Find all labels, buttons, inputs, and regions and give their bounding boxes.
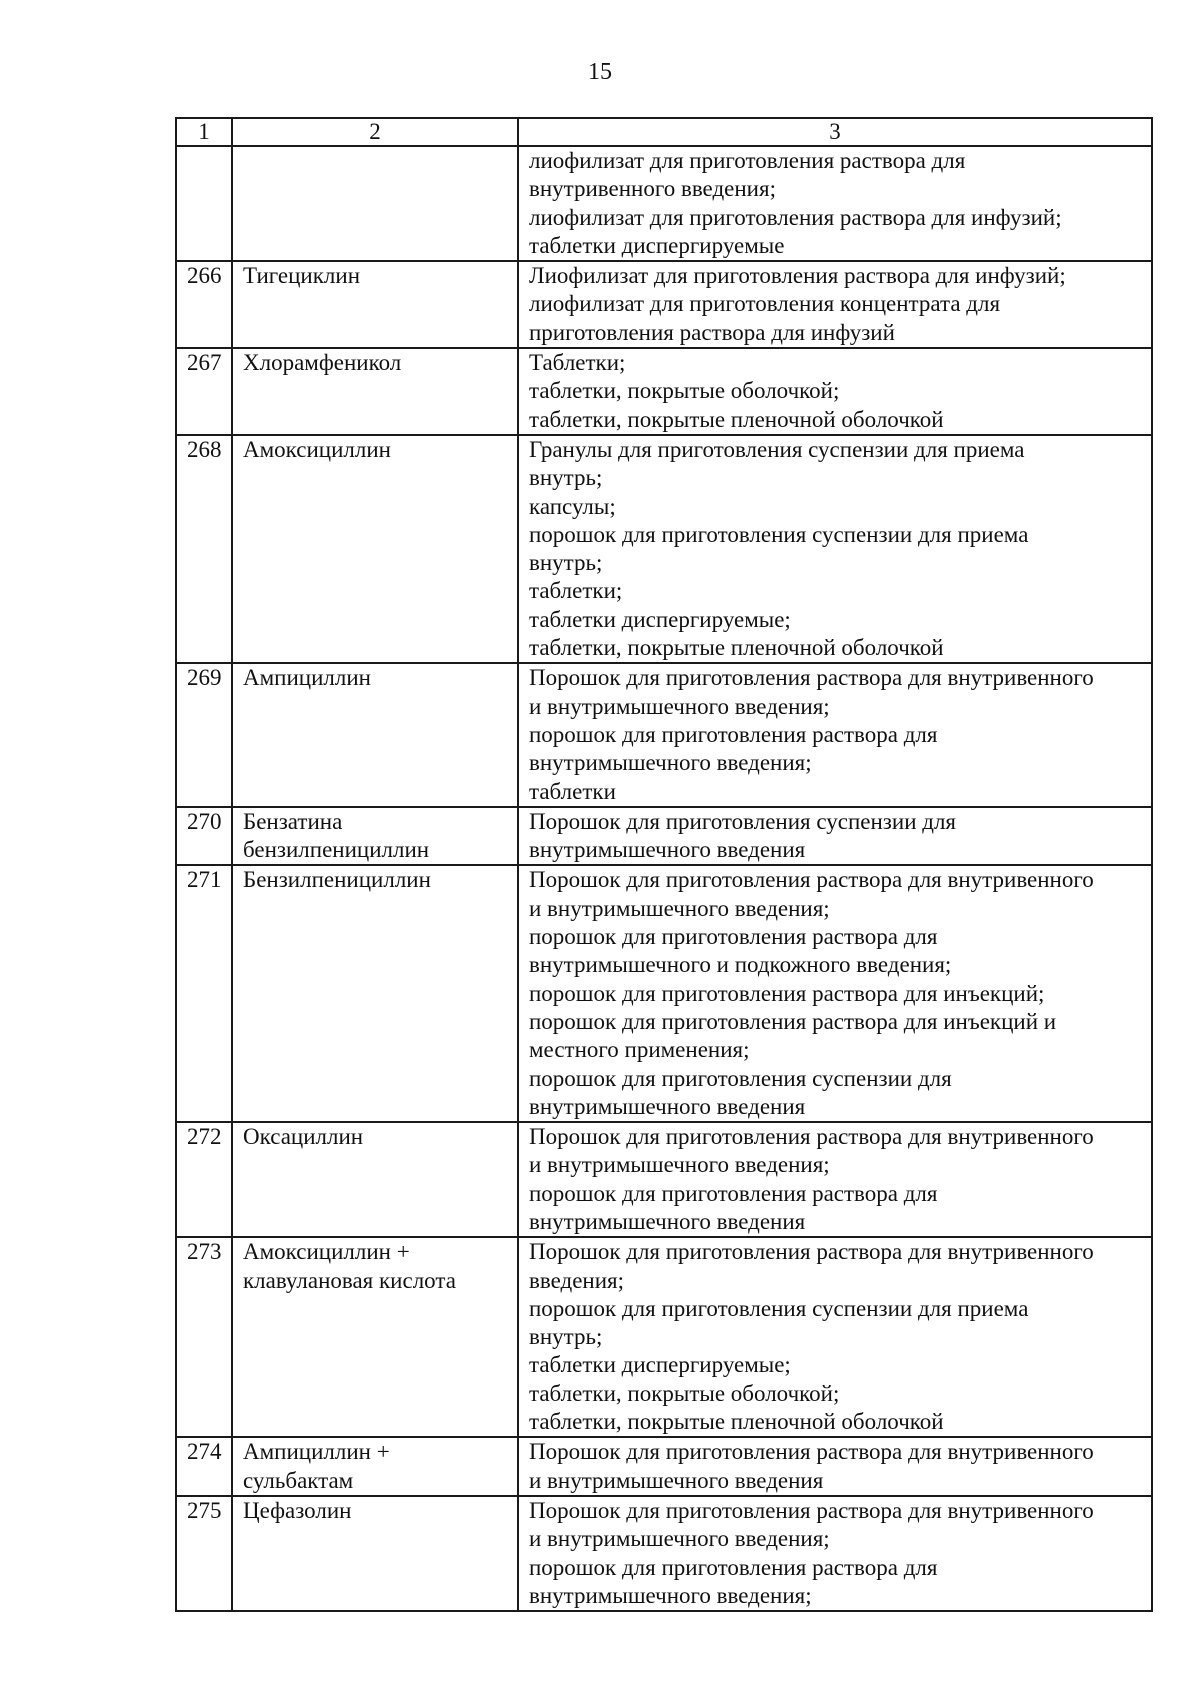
dosage-form-line: порошок для приготовления раствора для [529, 1180, 938, 1206]
table-row [176, 1237, 1152, 1437]
row-number-cell: 266 [176, 261, 232, 348]
table-row [176, 261, 1152, 348]
dosage-form-line: таблетки [529, 778, 616, 804]
dosage-forms-cell [518, 1496, 1152, 1611]
dosage-forms-cell [518, 146, 1152, 261]
dosage-form-line: местного применения; [529, 1037, 750, 1063]
dosage-form-line: и внутримышечного введения; [529, 895, 830, 921]
dosage-form-line: порошок для приготовления суспензии для [529, 1065, 952, 1091]
row-number-cell [176, 146, 232, 261]
dosage-form-line: лиофилизат для приготовления раствора для инфузий; [529, 204, 1062, 230]
dosage-form-line: и внутримышечного введения; [529, 693, 830, 719]
table-row [176, 1122, 1152, 1237]
drug-name-cell [232, 261, 518, 348]
drug-name-line: сульбактам [243, 1467, 354, 1493]
dosage-form-line: порошок для приготовления раствора для [529, 721, 938, 747]
dosage-form-line: таблетки, покрытые оболочкой; [529, 1380, 840, 1406]
table-row [176, 1496, 1152, 1611]
dosage-form-line: внутривенного введения; [529, 176, 776, 202]
dosage-forms-cell [518, 865, 1152, 1122]
dosage-form-line: таблетки диспергируемые [529, 232, 785, 258]
drug-name-line: клавулановая кислота [243, 1267, 456, 1293]
drug-name-line: бензилпенициллин [243, 837, 430, 863]
drug-name-line: Тигециклин [243, 263, 361, 289]
row-number-cell: 268 [176, 435, 232, 663]
dosage-form-line: капсулы; [529, 493, 616, 519]
table-row [176, 435, 1152, 663]
dosage-forms-cell [518, 663, 1152, 806]
drug-name-cell [232, 663, 518, 806]
row-number-cell: 267 [176, 348, 232, 435]
dosage-forms-cell [518, 348, 1152, 435]
dosage-forms-cell [518, 807, 1152, 866]
dosage-form-line: внутрь; [529, 550, 603, 576]
drug-name-line: Оксациллин [243, 1124, 364, 1150]
dosage-form-line: приготовления раствора для инфузий [529, 319, 895, 345]
drug-name-cell [232, 1237, 518, 1437]
drug-name-line: Амоксициллин + [243, 1239, 410, 1265]
dosage-form-line: таблетки, покрытые оболочкой; [529, 378, 840, 404]
drug-name-cell [232, 1437, 518, 1496]
drug-name-line: Бензатина [243, 808, 343, 834]
dosage-form-line: Гранулы для приготовления суспензии для приема [529, 436, 1025, 462]
row-number-cell: 272 [176, 1122, 232, 1237]
column-header-1: 1 [176, 118, 232, 146]
dosage-form-line: порошок для приготовления раствора для [529, 1554, 938, 1580]
dosage-form-line: внутримышечного введения [529, 1093, 806, 1119]
drug-name-line: Ампициллин [243, 665, 371, 691]
dosage-forms-cell [518, 261, 1152, 348]
drug-name-line: Амоксициллин [243, 436, 391, 462]
dosage-form-line: порошок для приготовления суспензии для приема [529, 521, 1029, 547]
table-row [176, 1437, 1152, 1496]
dosage-forms-cell [518, 1237, 1152, 1437]
dosage-form-line: внутрь; [529, 1324, 603, 1350]
dosage-form-line: порошок для приготовления раствора для инъекций; [529, 980, 1045, 1006]
dosage-forms-cell [518, 1437, 1152, 1496]
row-number-cell: 271 [176, 865, 232, 1122]
drug-name-cell [232, 435, 518, 663]
dosage-form-line: лиофилизат для приготовления концентрата для [529, 291, 1001, 317]
dosage-form-line: таблетки диспергируемые; [529, 1352, 791, 1378]
dosage-form-line: Таблетки; [529, 350, 626, 376]
table-row [176, 807, 1152, 866]
table-body [176, 146, 1152, 1611]
drug-name-cell [232, 865, 518, 1122]
dosage-form-line: Лиофилизат для приготовления раствора для инфузий; [529, 263, 1066, 289]
dosage-form-line: внутримышечного введения; [529, 750, 812, 776]
dosage-form-line: внутримышечного введения; [529, 1582, 812, 1608]
column-header-3: 3 [518, 118, 1152, 146]
table-row [176, 348, 1152, 435]
dosage-forms-cell [518, 435, 1152, 663]
drug-name-line: Бензилпенициллин [243, 867, 431, 893]
row-number-cell: 270 [176, 807, 232, 866]
row-number-cell: 274 [176, 1437, 232, 1496]
dosage-form-line: Порошок для приготовления суспензии для [529, 808, 957, 834]
dosage-form-line: и внутримышечного введения [529, 1467, 824, 1493]
drug-name-cell [232, 348, 518, 435]
dosage-form-line: таблетки диспергируемые; [529, 606, 791, 632]
dosage-forms-cell [518, 1122, 1152, 1237]
dosage-form-line: и внутримышечного введения; [529, 1152, 830, 1178]
dosage-form-line: Порошок для приготовления раствора для внутривенного [529, 665, 1094, 691]
dosage-form-line: лиофилизат для приготовления раствора для [529, 148, 966, 173]
medications-table [175, 117, 1153, 1612]
dosage-form-line: и внутримышечного введения; [529, 1526, 830, 1552]
dosage-form-line: таблетки; [529, 578, 623, 604]
dosage-form-line: таблетки, покрытые пленочной оболочкой [529, 635, 944, 661]
table-header-row [176, 118, 1152, 146]
dosage-form-line: Порошок для приготовления раствора для внутривенного [529, 867, 1094, 893]
dosage-form-line: Порошок для приготовления раствора для внутривенного [529, 1497, 1094, 1523]
dosage-form-line: таблетки, покрытые пленочной оболочкой [529, 1409, 944, 1435]
table-row [176, 663, 1152, 806]
column-header-2: 2 [232, 118, 518, 146]
dosage-form-line: введения; [529, 1267, 624, 1293]
dosage-form-line: Порошок для приготовления раствора для внутривенного [529, 1124, 1094, 1150]
dosage-form-line: Порошок для приготовления раствора для внутривенного [529, 1439, 1094, 1465]
drug-name-cell [232, 146, 518, 261]
table-header [176, 118, 1152, 146]
row-number-cell: 273 [176, 1237, 232, 1437]
drug-name-cell [232, 1496, 518, 1611]
drug-name-line: Хлорамфеникол [243, 350, 402, 376]
dosage-form-line: Порошок для приготовления раствора для внутривенного [529, 1239, 1094, 1265]
dosage-form-line: внутримышечного введения [529, 837, 806, 863]
dosage-form-line: порошок для приготовления раствора для [529, 924, 938, 950]
table-row [176, 146, 1152, 261]
dosage-form-line: таблетки, покрытые пленочной оболочкой [529, 406, 944, 432]
drug-name-line: Ампициллин + [243, 1439, 390, 1465]
drug-name-line: Цефазолин [243, 1497, 352, 1523]
page-number: 15 [588, 59, 612, 85]
row-number-cell: 269 [176, 663, 232, 806]
dosage-form-line: внутримышечного введения [529, 1208, 806, 1234]
dosage-form-line: внутримышечного и подкожного введения; [529, 952, 952, 978]
drug-name-cell [232, 807, 518, 866]
table-row [176, 865, 1152, 1122]
drug-name-cell [232, 1122, 518, 1237]
row-number-cell: 275 [176, 1496, 232, 1611]
dosage-form-line: порошок для приготовления суспензии для приема [529, 1295, 1029, 1321]
dosage-form-line: порошок для приготовления раствора для инъекций и [529, 1008, 1057, 1034]
dosage-form-line: внутрь; [529, 465, 603, 491]
